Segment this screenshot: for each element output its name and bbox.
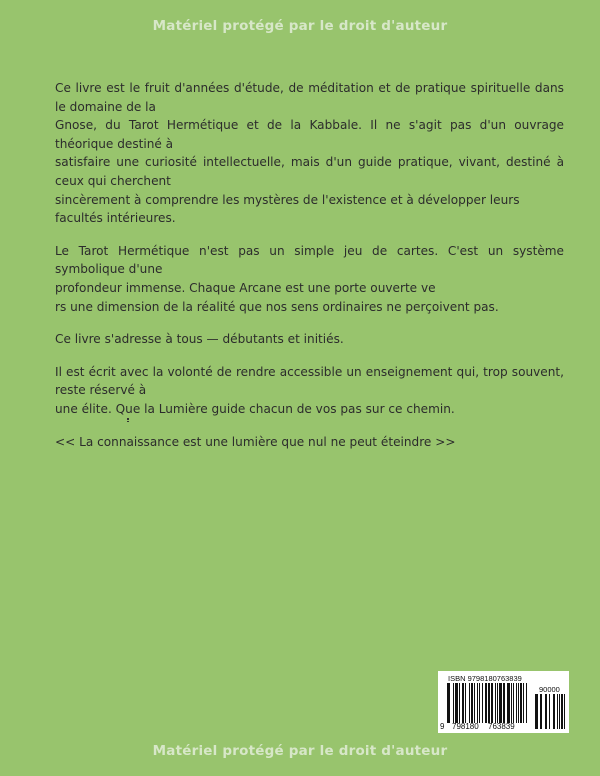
barcode-bar <box>559 694 560 729</box>
barcode-bar <box>474 683 475 723</box>
barcode-bar <box>513 683 514 723</box>
paragraph-intro <box>55 79 564 228</box>
barcode-bar <box>488 683 490 723</box>
isbn-barcode <box>438 671 569 733</box>
text-line: Il est écrit avec la volonté de rendre accessible un enseignement qui, trop souvent, reste réservé à <box>55 364 564 398</box>
paragraph-purpose <box>55 363 564 419</box>
barcode-bar <box>455 683 458 723</box>
paragraph-tarot <box>55 242 564 316</box>
paragraph-audience: Ce livre s'adresse à tous — débutants et initiés. <box>55 332 344 347</box>
barcode-bar <box>561 694 563 729</box>
barcode-bar <box>482 683 483 723</box>
barcode-bar <box>469 683 470 723</box>
barcode-bar <box>507 683 510 723</box>
barcode-bar <box>495 683 496 723</box>
barcode-bar <box>485 683 487 723</box>
barcode-bar <box>518 683 519 723</box>
copyright-watermark-bottom: Matériel protégé par le droit d'auteur <box>152 743 448 759</box>
barcode-bar <box>535 694 538 729</box>
barcode-digit-group-2: 763839 <box>488 722 515 731</box>
barcode-bar <box>526 683 527 723</box>
barcode-digit-group-1: 798180 <box>452 722 479 731</box>
barcode-bar <box>499 683 502 723</box>
barcode-bar <box>477 683 478 723</box>
barcode-bar <box>557 694 558 729</box>
barcode-bar <box>497 683 498 723</box>
barcode-bar <box>520 683 522 723</box>
stray-mark <box>127 421 129 422</box>
copyright-watermark-top: Matériel protégé par le droit d'auteur <box>152 18 448 34</box>
text-line: profondeur immense. Chaque Arcane est une porte ouverte ve <box>55 280 436 295</box>
barcode-bar <box>479 683 480 723</box>
text-line: sincèrement à comprendre les mystères de l'existence et à développer leurs facultés intérieures. <box>55 192 520 226</box>
barcode-bar <box>453 683 454 723</box>
text-line: Ce livre est le fruit d'années d'étude, de méditation et de pratique spirituelle dans le domaine de la <box>55 81 564 114</box>
text-line: Gnose, du Tarot Hermétique et de la Kabbale. Il ne s'agit pas d'un ouvrage théorique destiné à <box>55 118 564 151</box>
back-cover-text <box>55 79 564 465</box>
barcode-bar <box>503 683 505 723</box>
barcode-bar <box>462 683 464 723</box>
barcode-bar <box>540 694 542 729</box>
text-line: satisfaire une curiosité intellectuelle, mais d'un guide pratique, vivant, destiné à ceux qui cherchent <box>55 155 564 188</box>
barcode-bar <box>545 694 547 729</box>
barcode-bar <box>549 694 550 729</box>
text-line: une élite. Que la Lumière guide chacun de vos pas sur ce chemin. <box>55 401 455 416</box>
closing-quote: << La connaissance est une lumière que nul ne peut éteindre >> <box>55 434 456 449</box>
barcode-bar <box>459 683 460 723</box>
barcode-bar <box>447 683 450 723</box>
barcode-bar <box>523 683 524 723</box>
barcode-bar <box>516 683 517 723</box>
text-line: Le Tarot Hermétique n'est pas un simple jeu de cartes. C'est un système symbolique d'une <box>55 243 564 277</box>
barcode-digit-lead: 9 <box>440 722 445 731</box>
barcode-bar <box>465 683 466 723</box>
barcode-bar <box>564 694 565 729</box>
barcode-bar <box>553 694 555 729</box>
barcode-bar <box>491 683 493 723</box>
barcode-bar <box>471 683 473 723</box>
text-line: rs une dimension de la réalité que nos sens ordinaires ne perçoivent pas. <box>55 299 499 314</box>
price-code: 90000 <box>539 685 560 694</box>
stray-mark <box>127 418 129 420</box>
isbn-label: ISBN 9798180763839 <box>448 674 522 683</box>
barcode-bar <box>511 683 512 723</box>
